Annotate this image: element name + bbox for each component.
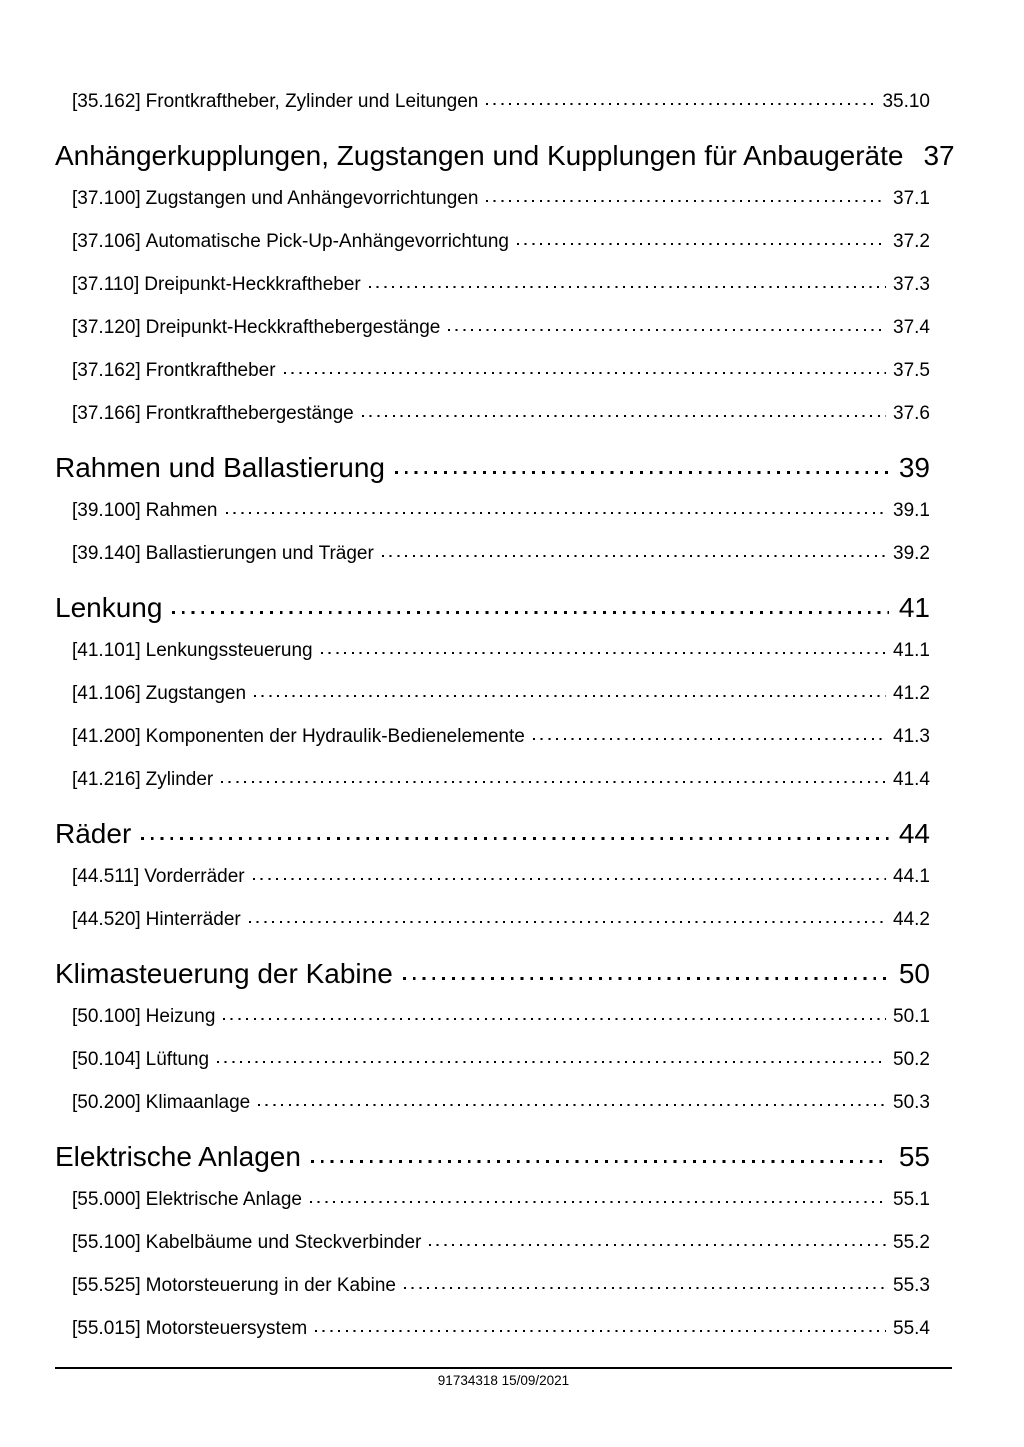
toc-entry-label: Heizung xyxy=(145,1006,216,1027)
leader-dots xyxy=(362,415,886,417)
toc-entry-page: 39.1 xyxy=(893,500,930,521)
toc-entry[interactable] xyxy=(72,640,930,661)
leader-dots xyxy=(249,921,886,923)
toc-entry-page: 35.10 xyxy=(882,91,930,112)
toc-entry[interactable] xyxy=(72,500,930,521)
toc-section-heading[interactable] xyxy=(55,957,930,991)
toc-entry[interactable] xyxy=(72,1049,930,1070)
leader-dots xyxy=(448,329,886,331)
toc-entry-label: Frontkraftheber, Zylinder und Leitungen xyxy=(145,91,479,112)
toc-section-title: Klimasteuerung der Kabine xyxy=(55,958,393,989)
toc-entry-code: [37.166] xyxy=(72,403,141,424)
leader-dots xyxy=(172,611,888,614)
toc-entry-page: 50.2 xyxy=(893,1049,930,1070)
toc-entry-page: 55.3 xyxy=(893,1275,930,1296)
leader-dots xyxy=(321,652,886,654)
toc-entry-label: Lüftung xyxy=(145,1049,210,1070)
leader-dots xyxy=(533,738,886,740)
leader-dots xyxy=(258,1104,886,1106)
toc-entry-code: [50.104] xyxy=(72,1049,141,1070)
toc-entry-label: Vorderräder xyxy=(144,866,245,887)
toc-entry-page: 41.4 xyxy=(893,769,930,790)
toc-entry-label: Automatische Pick-Up-Anhängevorrichtung xyxy=(145,231,509,252)
leader-dots xyxy=(369,286,886,288)
leader-dots xyxy=(253,878,886,880)
toc-entry[interactable] xyxy=(72,274,930,295)
leader-dots xyxy=(486,200,886,202)
toc-entry-label: Zugstangen und Anhängevorrichtungen xyxy=(145,188,479,209)
toc-entry-label: Lenkungssteuerung xyxy=(145,640,313,661)
leader-dots xyxy=(311,1160,889,1163)
toc-section-page: 41 xyxy=(898,592,930,623)
toc-section-title: Lenkung xyxy=(55,592,163,623)
leader-dots xyxy=(517,243,886,245)
table-of-contents xyxy=(55,91,955,1361)
toc-entry[interactable] xyxy=(72,231,930,252)
toc-entry[interactable] xyxy=(72,1318,930,1339)
toc-entry-code: [50.100] xyxy=(72,1006,141,1027)
toc-entry-code: [41.106] xyxy=(72,683,141,704)
toc-entry[interactable] xyxy=(72,769,930,790)
toc-entry-page: 55.1 xyxy=(893,1189,930,1210)
toc-entry-page: 55.4 xyxy=(893,1318,930,1339)
toc-entry-label: Motorsteuerung in der Kabine xyxy=(145,1275,396,1296)
toc-entry-label: Klimaanlage xyxy=(145,1092,251,1113)
toc-section-page: 55 xyxy=(898,1141,930,1172)
toc-entry[interactable] xyxy=(72,726,930,747)
footer-divider xyxy=(55,1367,952,1369)
toc-entry-page: 41.3 xyxy=(893,726,930,747)
toc-entry-page: 41.1 xyxy=(893,640,930,661)
toc-entry-code: [37.162] xyxy=(72,360,141,381)
leader-dots xyxy=(315,1330,886,1332)
leader-dots xyxy=(403,977,889,980)
toc-entry-page: 37.2 xyxy=(893,231,930,252)
toc-entry-label: Zylinder xyxy=(145,769,214,790)
toc-entry-page: 41.2 xyxy=(893,683,930,704)
leader-dots xyxy=(226,512,887,514)
leader-dots xyxy=(141,837,889,840)
toc-section-heading[interactable] xyxy=(55,451,930,485)
toc-entry-code: [37.120] xyxy=(72,317,141,338)
leader-dots xyxy=(395,471,889,474)
toc-entry[interactable] xyxy=(72,91,930,112)
toc-entry-page: 55.2 xyxy=(893,1232,930,1253)
toc-entry-code: [35.162] xyxy=(72,91,141,112)
toc-entry-label: Dreipunkt-Heckkrafthebergestänge xyxy=(145,317,441,338)
leader-dots xyxy=(486,103,875,105)
leader-dots xyxy=(217,1061,886,1063)
toc-entry-code: [41.101] xyxy=(72,640,141,661)
toc-entry[interactable] xyxy=(72,1006,930,1027)
toc-entry[interactable] xyxy=(72,403,930,424)
toc-entry-code: [41.200] xyxy=(72,726,141,747)
toc-section-heading[interactable] xyxy=(55,591,930,625)
toc-entry-page: 50.3 xyxy=(893,1092,930,1113)
toc-entry-page: 37.4 xyxy=(893,317,930,338)
toc-entry-code: [37.106] xyxy=(72,231,141,252)
toc-entry-label: Rahmen xyxy=(145,500,218,521)
toc-entry[interactable] xyxy=(72,1092,930,1113)
toc-entry-code: [44.520] xyxy=(72,909,141,930)
toc-entry-label: Elektrische Anlage xyxy=(145,1189,302,1210)
toc-entry-code: [55.100] xyxy=(72,1232,141,1253)
leader-dots xyxy=(284,372,886,374)
toc-entry-page: 37.1 xyxy=(893,188,930,209)
toc-entry[interactable] xyxy=(72,317,930,338)
toc-entry[interactable] xyxy=(72,909,930,930)
toc-entry-code: [39.140] xyxy=(72,543,141,564)
toc-section-page: 44 xyxy=(898,818,930,849)
toc-entry-label: Motorsteuersystem xyxy=(145,1318,308,1339)
toc-section-title: Anhängerkupplungen, Zugstangen und Kupplungen für Anbaugeräte xyxy=(55,140,904,171)
toc-entry-code: [55.000] xyxy=(72,1189,141,1210)
toc-entry-code: [55.525] xyxy=(72,1275,141,1296)
toc-entry-page: 44.1 xyxy=(893,866,930,887)
leader-dots xyxy=(429,1244,886,1246)
leader-dots xyxy=(223,1018,886,1020)
toc-section-title: Elektrische Anlagen xyxy=(55,1141,301,1172)
toc-entry-page: 50.1 xyxy=(893,1006,930,1027)
leader-dots xyxy=(254,695,886,697)
toc-entry-code: [41.216] xyxy=(72,769,141,790)
toc-entry-label: Zugstangen xyxy=(145,683,247,704)
leader-dots xyxy=(310,1201,886,1203)
toc-entry-page: 39.2 xyxy=(893,543,930,564)
toc-entry-label: Ballastierungen und Träger xyxy=(145,543,374,564)
toc-section-page: 39 xyxy=(898,452,930,483)
toc-section-page: 50 xyxy=(898,958,930,989)
toc-entry-label: Frontkrafthebergestänge xyxy=(145,403,354,424)
toc-entry[interactable] xyxy=(72,1189,930,1210)
toc-section-heading[interactable] xyxy=(55,817,930,851)
toc-entry[interactable] xyxy=(72,866,930,887)
leader-dots xyxy=(382,555,886,557)
toc-entry-page: 37.6 xyxy=(893,403,930,424)
toc-section-title: Räder xyxy=(55,818,132,849)
footer-publication-info: 91734318 15/09/2021 xyxy=(437,1373,570,1388)
leader-dots xyxy=(221,781,886,783)
toc-entry[interactable] xyxy=(72,1275,930,1296)
toc-section-heading[interactable] xyxy=(55,1140,930,1174)
toc-entry[interactable] xyxy=(72,683,930,704)
toc-entry[interactable] xyxy=(72,543,930,564)
toc-section-heading[interactable] xyxy=(55,139,955,173)
toc-entry-code: [44.511] xyxy=(72,866,140,887)
toc-entry[interactable] xyxy=(72,1232,930,1253)
toc-entry-code: [50.200] xyxy=(72,1092,141,1113)
toc-entry-label: Hinterräder xyxy=(145,909,241,930)
toc-entry-page: 44.2 xyxy=(893,909,930,930)
toc-entry-label: Komponenten der Hydraulik-Bedienelemente xyxy=(145,726,525,747)
toc-section-page: 37 xyxy=(923,140,955,171)
toc-entry-code: [55.015] xyxy=(72,1318,141,1339)
toc-entry-code: [37.110] xyxy=(72,274,140,295)
toc-entry-code: [37.100] xyxy=(72,188,141,209)
toc-entry-page: 37.5 xyxy=(893,360,930,381)
toc-entry[interactable] xyxy=(72,188,930,209)
toc-entry-label: Frontkraftheber xyxy=(145,360,276,381)
toc-section-title: Rahmen und Ballastierung xyxy=(55,452,385,483)
toc-entry-page: 37.3 xyxy=(893,274,930,295)
toc-entry[interactable] xyxy=(72,360,930,381)
leader-dots xyxy=(404,1287,886,1289)
toc-entry-label: Kabelbäume und Steckverbinder xyxy=(145,1232,422,1253)
toc-entry-label: Dreipunkt-Heckkraftheber xyxy=(144,274,361,295)
toc-entry-code: [39.100] xyxy=(72,500,141,521)
